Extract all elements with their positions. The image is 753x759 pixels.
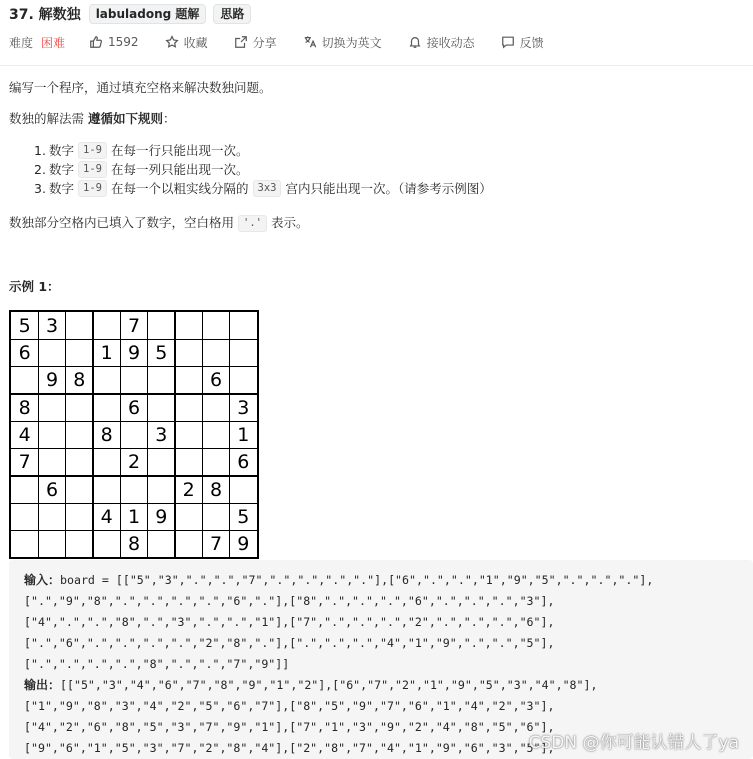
inline-code: 1-9 <box>78 161 107 178</box>
problem-title: 37. 解数独 <box>9 7 81 23</box>
sudoku-cell: 6 <box>209 369 223 392</box>
share-button[interactable] <box>234 34 277 51</box>
description-paragraph-3: 数独部分空格内已填入了数字，空白格用 '.' 表示。 <box>9 215 309 230</box>
sudoku-cell <box>175 531 202 558</box>
description-paragraph-2 <box>9 109 176 129</box>
sudoku-cell <box>93 449 120 476</box>
sudoku-cell <box>66 312 93 339</box>
sudoku-board-image <box>9 310 259 559</box>
rule-item: 3. 数字 1-9 在每一个以粗实线分隔的 3x3 宫内只能出现一次。（请参考示例图） <box>34 180 492 196</box>
sudoku-cell <box>202 503 229 530</box>
code-label: 输出： <box>24 678 61 692</box>
like-button[interactable] <box>89 35 139 49</box>
share-icon <box>234 35 248 49</box>
bell-icon <box>408 35 422 49</box>
feedback-icon <box>501 35 515 49</box>
sudoku-cell: 8 <box>100 423 113 446</box>
sudoku-cell <box>175 449 202 476</box>
sudoku-cell <box>38 421 65 448</box>
header-divider <box>0 65 753 66</box>
sudoku-cell: 9 <box>127 341 141 364</box>
sudoku-cell <box>120 421 147 448</box>
sudoku-cell <box>202 449 229 476</box>
sudoku-cell: 3 <box>155 423 168 446</box>
code-line: [".","6",".",".",".",".","2","8","."],[".",".",".","4","1","9",".",".","5"], <box>24 636 555 650</box>
sudoku-cell <box>148 476 175 503</box>
sudoku-cell <box>66 339 93 366</box>
sudoku-cell <box>93 312 120 339</box>
sudoku-cell <box>66 531 93 558</box>
sudoku-cell <box>93 394 120 421</box>
sudoku-cell <box>148 312 175 339</box>
difficulty-label: 难度 <box>9 35 34 50</box>
sudoku-cell <box>148 394 175 421</box>
sudoku-cell <box>230 312 257 339</box>
difficulty-badge: 困难 <box>41 35 66 50</box>
translate-button[interactable] <box>303 34 382 51</box>
sudoku-cell <box>38 531 65 558</box>
sudoku-cell <box>66 503 93 530</box>
sudoku-cell <box>202 339 229 366</box>
code-line: 输出：[["5","3","4","6","7","8","9","1","2"],["6","7","2","1","9","5","3","4","8"], <box>24 678 598 692</box>
sudoku-cell <box>175 421 202 448</box>
example-title: 示例 1： <box>9 279 60 294</box>
sudoku-cell <box>175 339 202 366</box>
rule-item: 1. 数字 1-9 在每一行只能出现一次。 <box>34 142 249 158</box>
translate-label: 切换为英文 <box>321 35 382 50</box>
sudoku-cell: 6 <box>127 396 141 419</box>
sudoku-cell <box>93 367 120 394</box>
star-icon <box>165 35 179 49</box>
sudoku-cell <box>93 531 120 558</box>
favorite-label: 收藏 <box>183 35 208 50</box>
sudoku-cell <box>230 367 257 394</box>
notify-label: 接收动态 <box>426 35 475 50</box>
sudoku-cell: 9 <box>45 369 59 392</box>
like-count: 1592 <box>108 35 139 49</box>
sudoku-cell: 1 <box>100 341 113 364</box>
rules-intro-text: 数独的解法需 <box>9 111 88 126</box>
code-line: ["9","6","1","5","3","7","2","8","4"],["2","8","7","4","1","9","6","3","5"], <box>24 741 555 755</box>
sudoku-cell: 9 <box>155 505 168 528</box>
description-paragraph-1: 编写一个程序，通过填充空格来解决数独问题。 <box>9 80 272 95</box>
sudoku-cell <box>175 312 202 339</box>
sudoku-cell <box>148 449 175 476</box>
code-line: ["4",".",".","8",".","3",".",".","1"],["7",".",".",".","2",".",".",".","6"], <box>24 615 555 629</box>
sudoku-cell: 9 <box>237 533 250 556</box>
feedback-label: 反馈 <box>519 35 544 50</box>
code-line: ["4","2","6","8","5","3","7","9","1"],["7","1","3","9","2","4","8","5","6"], <box>24 720 555 734</box>
favorite-button[interactable] <box>165 34 208 51</box>
sudoku-cell: 2 <box>127 451 141 474</box>
sudoku-cell <box>202 421 229 448</box>
sudoku-cell: 8 <box>127 533 141 556</box>
title-row <box>9 4 251 24</box>
inline-code: '.' <box>238 215 267 232</box>
inline-code: 3x3 <box>253 180 282 197</box>
sudoku-cell: 3 <box>237 396 250 419</box>
notify-button[interactable] <box>408 34 475 51</box>
sudoku-cell <box>202 312 229 339</box>
sudoku-cell: 5 <box>237 505 250 528</box>
sudoku-cell <box>66 449 93 476</box>
sudoku-cell <box>93 476 120 503</box>
sudoku-cell <box>230 339 257 366</box>
code-line: [".",".",".",".","8",".",".","7","9"]] <box>24 657 290 671</box>
sudoku-cell <box>11 476 38 503</box>
sudoku-cell: 6 <box>18 341 31 364</box>
sudoku-cell <box>148 367 175 394</box>
rules-intro-suffix: ： <box>163 111 176 126</box>
sudoku-cell: 3 <box>45 314 59 337</box>
code-line: ["1","9","8","3","4","2","5","6","7"],["8","5","9","7","6","1","4","2","3"], <box>24 699 555 713</box>
sudoku-cell <box>11 503 38 530</box>
sudoku-cell: 4 <box>18 423 31 446</box>
code-line: 输入：board = [["5","3",".",".","7",".",".",".","."],["6",".",".","1","9","5",".",".","."], <box>24 573 654 587</box>
sudoku-cell <box>175 394 202 421</box>
sudoku-cell: 7 <box>18 451 31 474</box>
sudoku-cell <box>66 394 93 421</box>
sudoku-cell <box>202 394 229 421</box>
sudoku-cell: 6 <box>45 478 59 501</box>
sudoku-cell: 8 <box>73 369 86 392</box>
inline-code: 1-9 <box>78 180 107 197</box>
sudoku-cell <box>11 531 38 558</box>
meta-row <box>9 33 570 51</box>
sudoku-cell: 7 <box>209 533 223 556</box>
sudoku-cell: 1 <box>127 505 141 528</box>
sudoku-cell <box>175 367 202 394</box>
sudoku-cell: 4 <box>100 505 113 528</box>
sudoku-cell: 1 <box>237 423 250 446</box>
code-line: [".","9","8",".",".",".",".","6","."],["8",".",".",".","6",".",".",".","3"], <box>24 594 555 608</box>
rules-intro-bold: 遵循如下规则 <box>87 111 163 126</box>
inline-code: 1-9 <box>78 142 107 159</box>
code-label: 输入： <box>24 573 61 587</box>
sudoku-cell: 5 <box>18 314 31 337</box>
csdn-watermark: CSDN @你可能认错人了ya <box>528 733 739 753</box>
rules-list <box>34 141 492 198</box>
tag-hint[interactable]: 思路 <box>213 4 251 24</box>
sudoku-cell <box>175 503 202 530</box>
sudoku-cell <box>66 421 93 448</box>
sudoku-cell <box>38 449 65 476</box>
translate-icon <box>303 35 317 49</box>
sudoku-cell <box>38 503 65 530</box>
share-label: 分享 <box>252 35 277 50</box>
sudoku-cell: 8 <box>18 396 31 419</box>
tag-labuladong[interactable]: labuladong 题解 <box>89 4 207 24</box>
sudoku-cell <box>120 476 147 503</box>
sudoku-cell <box>148 531 175 558</box>
sudoku-cell <box>66 476 93 503</box>
sudoku-cell <box>38 394 65 421</box>
sudoku-cell: 8 <box>209 478 223 501</box>
sudoku-cell: 6 <box>237 451 250 474</box>
rule-item: 2. 数字 1-9 在每一列只能出现一次。 <box>34 161 249 177</box>
feedback-button[interactable] <box>501 34 544 51</box>
sudoku-cell <box>38 339 65 366</box>
sudoku-cell <box>230 476 257 503</box>
sudoku-cell: 7 <box>127 314 141 337</box>
sudoku-cell <box>11 367 38 394</box>
sudoku-cell: 5 <box>155 341 168 364</box>
sudoku-cell: 2 <box>182 478 195 501</box>
thumb-up-icon <box>89 35 103 49</box>
sudoku-cell <box>120 367 147 394</box>
